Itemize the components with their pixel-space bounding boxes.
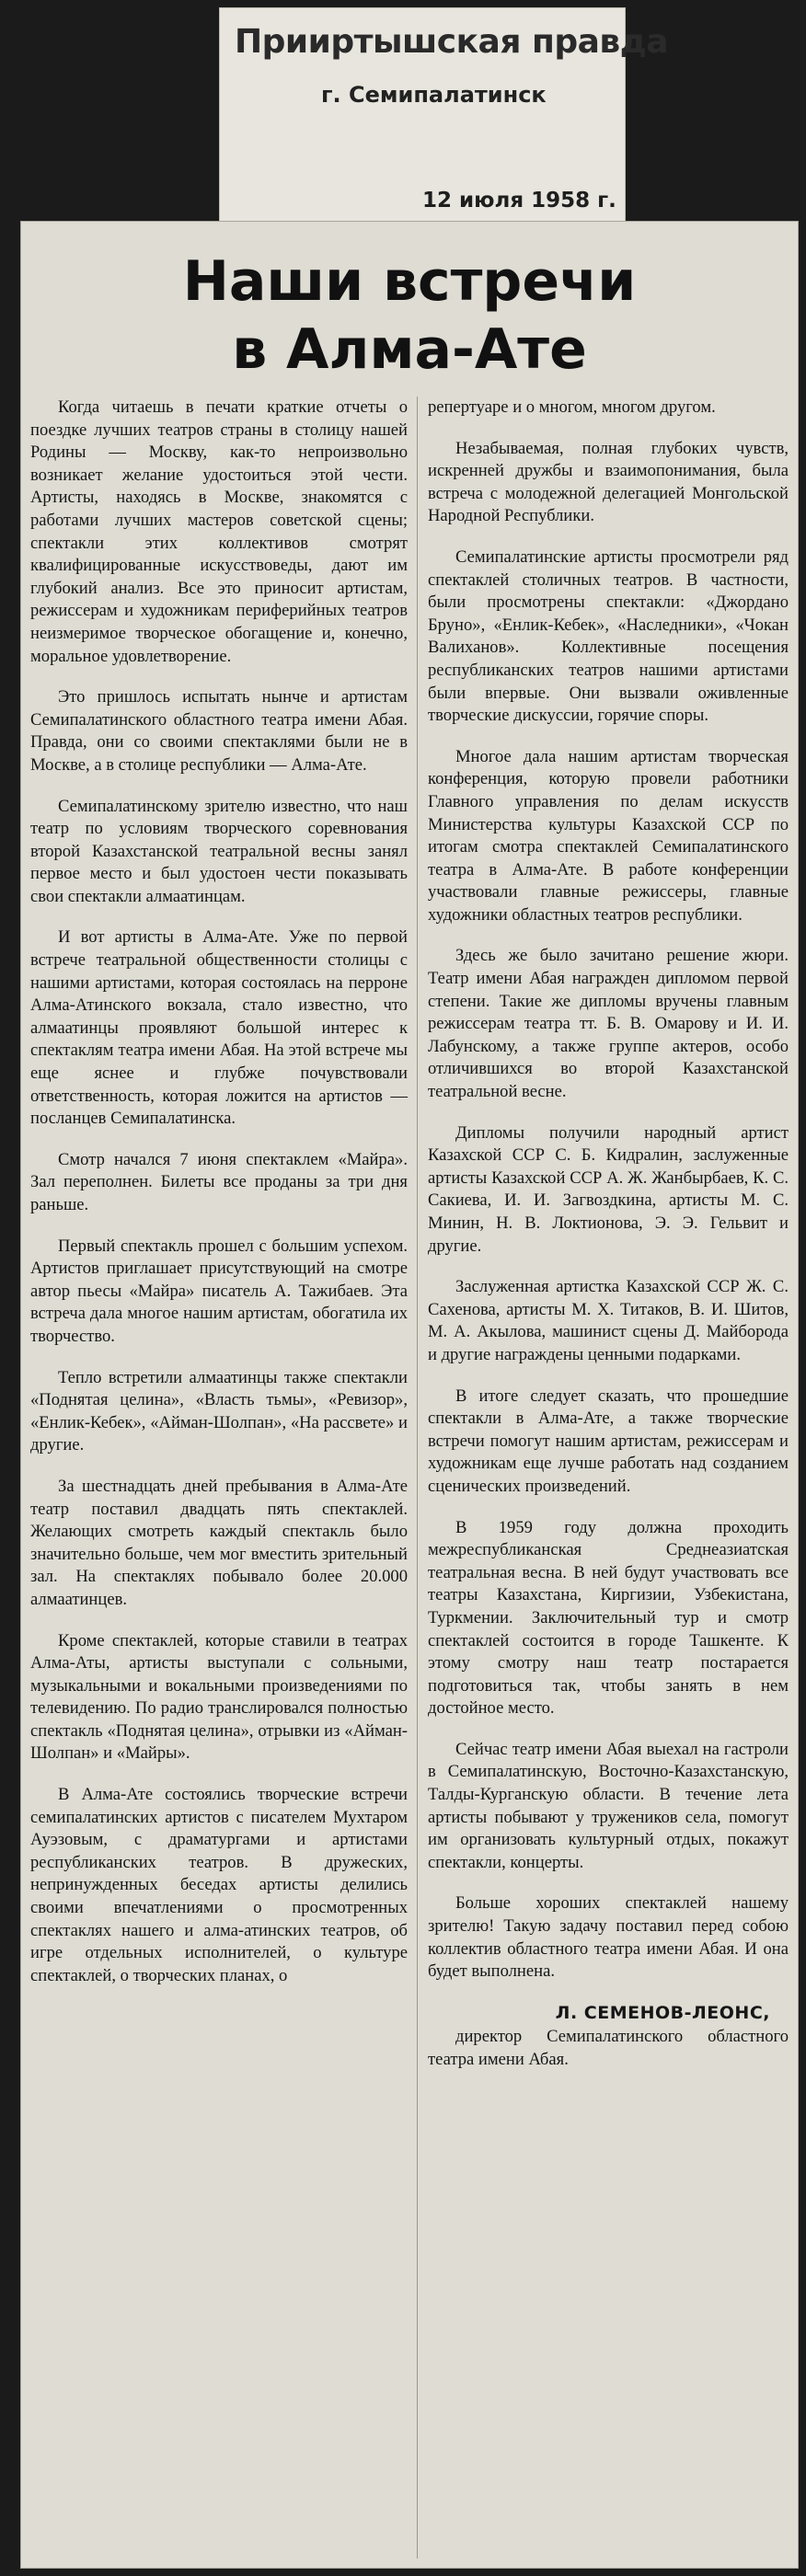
paragraph: Смотр начался 7 июня спектаклем «Майра». Зал переполнен. Билеты все проданы за три дня раньше.	[30, 1149, 408, 1214]
author-position: директор Семипалатинского областного театра имени Абая.	[428, 2027, 789, 2069]
author-signature: Л. СЕМЕНОВ-ЛЕОНС,	[555, 2002, 770, 2023]
publication-date: 12 июля 1958 г.	[422, 189, 616, 213]
paragraph: Кроме спектаклей, которые ставили в театрах Алма-Аты, артисты выступали с сольными, музыкальными и вокальными произведениями по телевидению. По радио транслировался полностью спектакль «Поднятая целина», отрывки из «Айман-Шолпан» и «Майры».	[30, 1630, 408, 1764]
paragraph: Когда читаешь в печати краткие отчеты о поездке лучших театров страны в столицу нашей Родины — Москву, как-то непроизвольно возникает желание удостоиться этой чести. Артисты, находясь в Москве, знакомятся с работами лучших мастеров советской сцены; спектакли этих коллективов смотрят квалифицированные искусствоведы, дают им глубокий анализ. Все это приносит артистам, режиссерам и художникам периферийных театров неизмеримое творческое обогащение и, конечно, моральное удовлетворение.	[30, 397, 408, 666]
paragraph: Многое дала нашим артистам творческая конференция, которую провели работники Главного управления по делам искусств Министерства культуры Казахской ССР по итогам смотра спектаклей Семипалатинского театра в Алма-Ате. В работе конференции участвовали главные режиссеры, главные художники областных театров республики.	[428, 746, 789, 925]
column-divider	[417, 397, 418, 2559]
paragraph: Дипломы получили народный артист Казахской ССР С. Б. Кидралин, заслуженные артисты Казахской ССР А. Ж. Жанбырбаев, К. С. Сакиева, И. И. Загвоздкина, артисты М. С. Минин, Н. В. Локтионова, Э. Э. Гельвит и другие.	[428, 1122, 789, 1256]
newspaper-masthead-clipping	[219, 7, 669, 223]
paragraph: репертуаре и о многом, многом другом.	[428, 397, 716, 417]
paragraph: Заслуженная артистка Казахской ССР Ж. С. Сахенова, артисты М. Х. Титаков, В. И. Шитов, М. А. Акылова, машинист сцены Д. Майборода и другие награждены ценными подарками.	[428, 1277, 789, 1364]
article-title-line-2: в Алма-Ате	[232, 317, 587, 382]
paragraph: Тепло встретили алмаатинцы также спектакли «Поднятая целина», «Власть тьмы», «Ревизор», «Енлик-Кебек», «Айман-Шолпан», «На рассвете» и другие.	[30, 1367, 408, 1455]
paragraph: В итоге следует сказать, что прошедшие спектакли в Алма-Ате, а также творческие встречи помогут нашим артистам, режиссерам и художникам еще лучше работать над созданием сценических произведений.	[428, 1386, 789, 1496]
paragraph: Сейчас театр имени Абая выехал на гастроли в Семипалатинскую, Восточно-Казахстанскую, Талды-Курганскую области. В течение лета артисты побывают у тружеников села, помогут им организовать культурный отдых, покажут спектакли, концерты.	[428, 1739, 789, 1872]
newspaper-title: Прииртышская правда	[235, 23, 669, 61]
paragraph: Больше хороших спектаклей нашему зрителю! Такую задачу поставил перед собою коллектив областного театра имени Абая. И она будет выполнена.	[428, 1893, 789, 1982]
paragraph: Незабываемая, полная глубоких чувств, искренней дружбы и взаимопонимания, была встреча с молодежной делегацией Монгольской Народной Республики.	[428, 438, 789, 526]
paragraph: Первый спектакль прошел с большим успехом. Артистов приглашает присутствующий на смотре автор пьесы «Майра» писатель А. Тажибаев. Эта встреча дала многое нашим артистам, обогатила их творчество.	[30, 1236, 408, 1346]
paragraph: Семипалатинскому зрителю известно, что наш театр по условиям творческого соревнования второй Казахстанской театральной весны занял первое место и был удостоен чести показывать свои спектакли алмаатинцам.	[30, 796, 408, 906]
paragraph: Семипалатинские артисты просмотрели ряд спектаклей столичных театров. В частности, были просмотрены спектакли: «Джордано Бруно», «Енлик-Кебек», «Наследники», «Чокан Валиханов». Коллективные посещения республиканских театров нашими артистами были впервые. Они вызвали оживленные творческие дискуссии, горячие споры.	[428, 546, 789, 726]
newspaper-city: г. Семипалатинск	[321, 82, 547, 108]
paragraph: В Алма-Ате состоялись творческие встречи семипалатинских артистов с писателем Мухтаром Ауэзовым, с драматургами и артистами республиканских театров. В дружеских, непринужденных беседах артисты делились своими впечатлениями о просмотренных спектаклях нашего и алма-атинских театров, об игре отдельных исполнителей, о культуре спектаклей, о творческих планах, о	[30, 1785, 408, 1985]
paragraph: За шестнадцать дней пребывания в Алма-Ате театр поставил двадцать пять спектаклей. Желающих смотреть каждый спектакль было значительно больше, чем мог вместить зрительный зал. На спектаклях побывало более 20.000 алмаатинцев.	[30, 1476, 408, 1609]
article-column-right	[428, 397, 789, 2090]
article-column-left	[30, 397, 408, 2006]
paragraph: И вот артисты в Алма-Ате. Уже по первой встрече театральной общественности столицы с нашими артистами, которая состоялась на перроне Алма-Атинского вокзала, стало известно, что алмаатинцы проявляют большой интерес к спектаклям театра имени Абая. На этой встрече мы еще яснее и глубже почувствовали ответственность, которая ложится на артистов — посланцев Семипалатинска.	[30, 927, 408, 1129]
paragraph: В 1959 году должна проходить межреспубликанская Среднеазиатская театральная весна. В ней будут участвовать все театры Казахстана, Киргизии, Узбекистана, Туркмении. Заключительный тур и смотр спектаклей состоится в городе Ташкенте. К этому смотру наш театр постарается подготовиться так, чтобы занять в нем достойное место.	[428, 1517, 789, 1719]
paragraph: Это пришлось испытать нынче и артистам Семипалатинского областного театра имени Абая. Правда, они со своими спектаклями были не в Москве, а в столице республики — Алма-Ате.	[30, 687, 408, 775]
article-clipping	[20, 221, 799, 2569]
article-title-line-1: Наши встречи	[182, 249, 637, 314]
paragraph: Здесь же было зачитано решение жюри. Театр имени Абая награжден дипломом первой степени. Такие же дипломы вручены главным режиссерам театра тт. Б. В. Омарову и И. И. Лабунскому, а также группе актеров, особо отличившихся во второй Казахстанской театральной весне.	[428, 946, 789, 1102]
